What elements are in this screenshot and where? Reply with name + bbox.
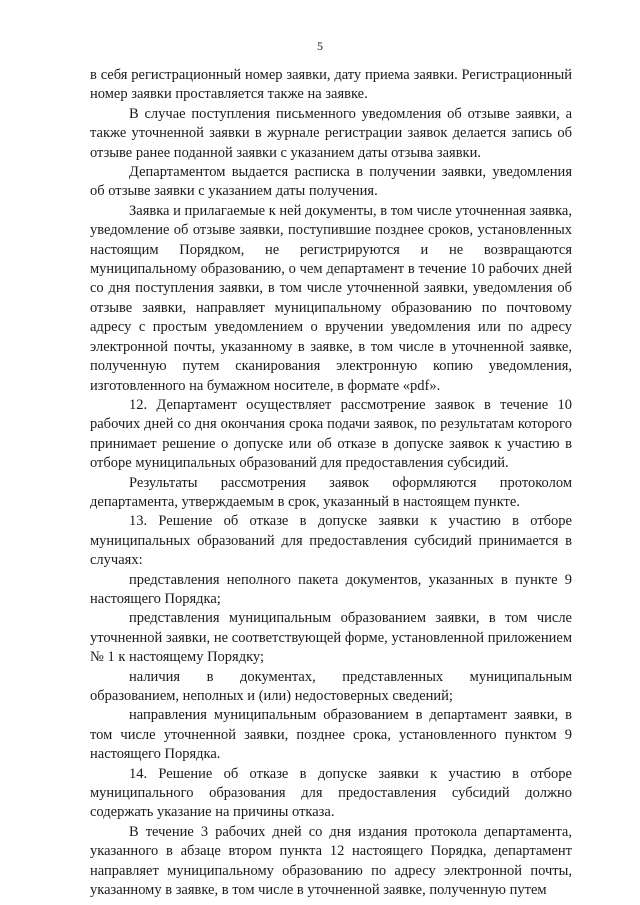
paragraph-withdrawal-notice: В случае поступления письменного уведомления об отзыве заявки, а также уточненной заявки в журнале регистрации заявок делается запись об отзыве ранее поданной заявки с указанием даты отзыва заявки. (90, 105, 572, 161)
document-body (90, 66, 572, 900)
page-number: 5 (317, 39, 323, 53)
paragraph-late-applications: Заявка и прилагаемые к ней документы, в том числе уточненная заявка, уведомление об отзыве заявки, поступившие позднее сроков, установленных настоящим Порядком, не регистрируются и не возвращаются муниципальному образованию, о чем департамент в течение 10 рабочих дней со дня поступления заявки, в том числе уточненной заявки, уведомления об отзыве заявки, направляет муниципальному образованию по почтовому адресу с простым уведомлением о вручении уведомления или по адресу электронной почты, указанному в заявке, в том числе в уточненной заявке, полученную путем сканирования электронную копию уведомления, изготовленного на бумажном носителе, в формате «pdf». (90, 202, 572, 394)
paragraph-item-14: 14. Решение об отказе в допуске заявки к участию в отборе муниципального образования для предоставления субсидий должно содержать указание на причины отказа. (90, 765, 572, 821)
paragraph-case-incomplete-package: представления неполного пакета документов, указанных в пункте 9 настоящего Порядка; (90, 571, 572, 607)
paragraph-continuation: в себя регистрационный номер заявки, дату приема заявки. Регистрационный номер заявки проставляется также на заявке. (90, 67, 572, 103)
paragraph-case-inaccurate-info: наличия в документах, представленных муниципальным образованием, неполных и (или) недостоверных сведений; (90, 668, 572, 704)
paragraph-item-13: 13. Решение об отказе в допуске заявки к участию в отборе муниципальных образований для предоставления субсидий принимается в случаях: (90, 513, 572, 569)
paragraph-case-late-submission: направления муниципальным образованием в департамент заявки, в том числе уточненной заявки, позднее срока, установленного пунктом 9 настоящего Порядка. (90, 707, 572, 763)
paragraph-notification-deadline: В течение 3 рабочих дней со дня издания протокола департамента, указанного в абзаце втором пункта 12 настоящего Порядка, департамент направляет муниципальному образованию по адресу электронной почты, указанному в заявке, в том числе в уточненной заявке, полученную путем (90, 823, 572, 899)
paragraph-receipt: Департаментом выдается расписка в получении заявки, уведомления об отзыве заявки с указанием даты получения. (90, 164, 572, 200)
paragraph-item-12: 12. Департамент осуществляет рассмотрение заявок в течение 10 рабочих дней со дня окончания срока подачи заявок, по результатам которого принимает решение о допуске или об отказе в допуске заявок к участию в отборе муниципальных образований для предоставления субсидий. (90, 396, 572, 472)
paragraph-review-results: Результаты рассмотрения заявок оформляются протоколом департамента, утверждаемым в срок, указанный в настоящем пункте. (90, 474, 572, 510)
paragraph-case-nonconforming-form: представления муниципальным образованием заявки, в том числе уточненной заявки, не соответствующей форме, установленной приложением № 1 к настоящему Порядку; (90, 610, 572, 666)
